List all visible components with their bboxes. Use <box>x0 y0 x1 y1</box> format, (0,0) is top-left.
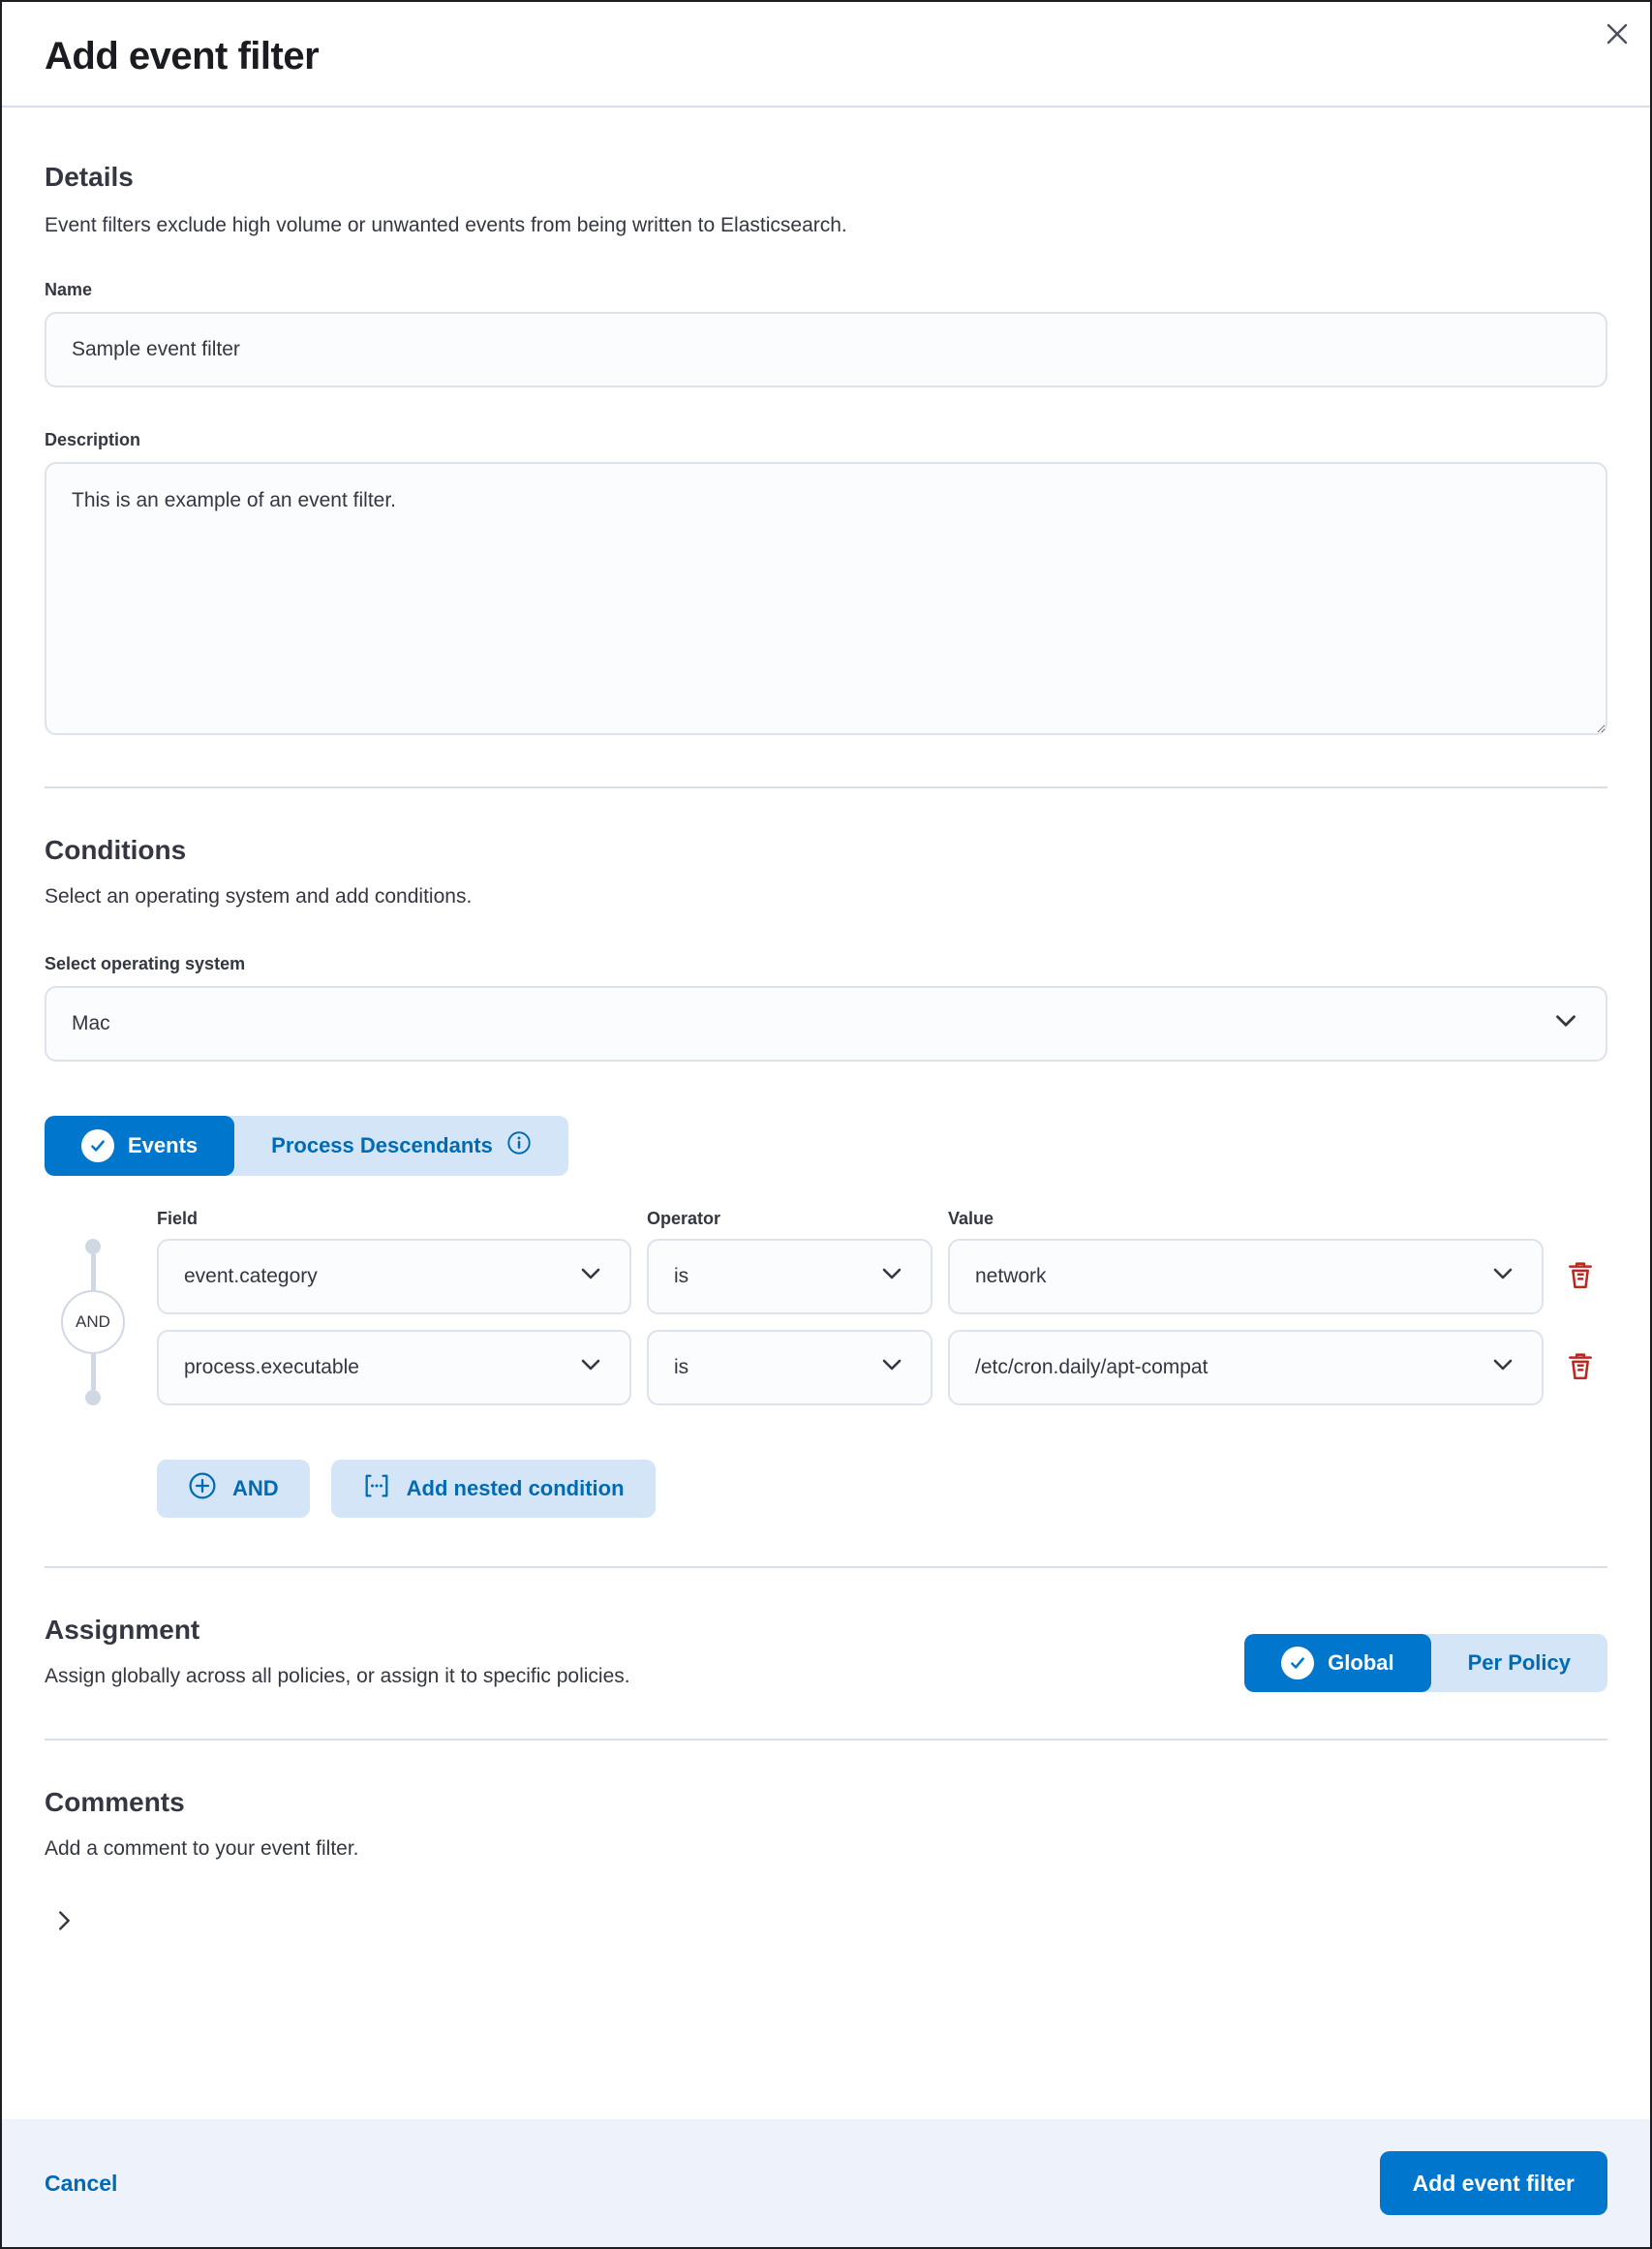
details-conditions-divider <box>45 786 1607 788</box>
value-combo-row2-value: /etc/cron.daily/apt-compat <box>975 1356 1208 1378</box>
cancel-button[interactable]: Cancel <box>45 2170 118 2196</box>
tab-events[interactable] <box>45 1116 234 1176</box>
chevron-down-icon <box>1549 1004 1582 1043</box>
conditions-subtitle: Select an operating system and add conditions. <box>45 884 473 908</box>
field-select-row1[interactable] <box>157 1239 631 1314</box>
add-event-filter-button[interactable]: Add event filter <box>1380 2151 1607 2215</box>
details-description: Event filters exclude high volume or unwanted events from being written to Elasticsearch. <box>45 214 847 236</box>
description-textarea[interactable] <box>45 462 1607 735</box>
field-column-header: Field <box>157 1209 199 1228</box>
description-label: Description <box>45 429 141 449</box>
operator-select-row2[interactable] <box>647 1330 933 1405</box>
assignment-global-button[interactable] <box>1244 1634 1430 1692</box>
close-button[interactable] <box>1594 12 1640 58</box>
assignment-toggle <box>1244 1634 1607 1692</box>
add-nested-condition-button[interactable] <box>331 1460 656 1518</box>
chevron-down-icon <box>575 1258 606 1295</box>
tab-events-label: Events <box>128 1133 199 1157</box>
assignment-per-policy-button[interactable] <box>1431 1634 1607 1692</box>
value-column-header: Value <box>948 1209 994 1228</box>
tab-process-descendants[interactable] <box>234 1116 568 1176</box>
connector-dot-top <box>85 1239 101 1254</box>
value-combo-row1[interactable] <box>948 1239 1544 1314</box>
details-heading: Details <box>45 162 134 192</box>
assignment-subtitle: Assign globally across all policies, or assign it to specific policies. <box>45 1665 630 1687</box>
os-select-label: Select operating system <box>45 954 246 973</box>
name-input[interactable] <box>45 312 1607 387</box>
assignment-global-label: Global <box>1328 1649 1394 1675</box>
operator-select-row1[interactable] <box>647 1239 933 1314</box>
condition-actions <box>157 1460 1607 1518</box>
value-combo-row2[interactable] <box>948 1330 1544 1405</box>
chevron-down-icon <box>1487 1349 1518 1386</box>
chevron-down-icon <box>1487 1258 1518 1295</box>
conditions-assignment-divider <box>45 1566 1607 1568</box>
os-select[interactable] <box>45 986 1607 1062</box>
field-select-row2-value: process.executable <box>184 1356 359 1378</box>
name-label: Name <box>45 279 93 299</box>
os-select-value: Mac <box>72 1012 110 1034</box>
field-select-row1-value: event.category <box>184 1265 318 1287</box>
plus-circle-icon <box>188 1471 217 1506</box>
assignment-text <box>45 1615 630 1692</box>
operator-select-row2-value: is <box>674 1356 689 1378</box>
assignment-heading: Assignment <box>45 1615 200 1645</box>
chevron-down-icon <box>876 1349 907 1386</box>
connector-dot-bottom <box>85 1390 101 1405</box>
check-circle-icon <box>1281 1647 1314 1679</box>
and-connector <box>45 1239 141 1405</box>
add-and-condition-label: AND <box>232 1476 279 1500</box>
nested-brackets-icon <box>362 1471 391 1506</box>
connector-line <box>91 1354 96 1390</box>
page-title: Add event filter <box>45 35 320 77</box>
chevron-down-icon <box>575 1349 606 1386</box>
value-combo-row1-value: network <box>975 1265 1047 1287</box>
close-icon <box>1602 18 1633 52</box>
field-select-row2[interactable] <box>157 1330 631 1405</box>
condition-type-toggle <box>45 1116 568 1176</box>
add-and-condition-button[interactable] <box>157 1460 310 1518</box>
connector-line <box>91 1254 96 1290</box>
flyout-body <box>2 108 1650 2119</box>
assignment-section <box>45 1615 1607 1692</box>
delete-condition-row1-button[interactable] <box>1559 1255 1602 1298</box>
condition-column-headers <box>45 1209 1607 1229</box>
assignment-per-policy-label: Per Policy <box>1467 1649 1571 1675</box>
info-icon <box>506 1130 532 1161</box>
operator-select-row1-value: is <box>674 1265 689 1287</box>
add-nested-condition-label: Add nested condition <box>406 1476 625 1500</box>
comments-heading: Comments <box>45 1786 185 1817</box>
trash-icon <box>1564 1259 1597 1295</box>
delete-condition-row2-button[interactable] <box>1559 1346 1602 1389</box>
flyout-footer <box>2 2119 1650 2247</box>
chevron-down-icon <box>876 1258 907 1295</box>
conditions-heading: Conditions <box>45 834 187 865</box>
comments-expand-button[interactable] <box>45 1902 83 1941</box>
assignment-comments-divider <box>45 1739 1607 1741</box>
and-connector-badge: AND <box>61 1290 125 1354</box>
operator-column-header: Operator <box>647 1209 721 1228</box>
tab-process-descendants-label: Process Descendants <box>271 1133 493 1157</box>
trash-icon <box>1564 1350 1597 1386</box>
flyout-header <box>2 2 1650 108</box>
comments-subtitle: Add a comment to your event filter. <box>45 1836 359 1860</box>
chevron-right-icon <box>49 1906 78 1938</box>
condition-rows <box>45 1239 1607 1405</box>
check-circle-icon <box>81 1129 114 1162</box>
